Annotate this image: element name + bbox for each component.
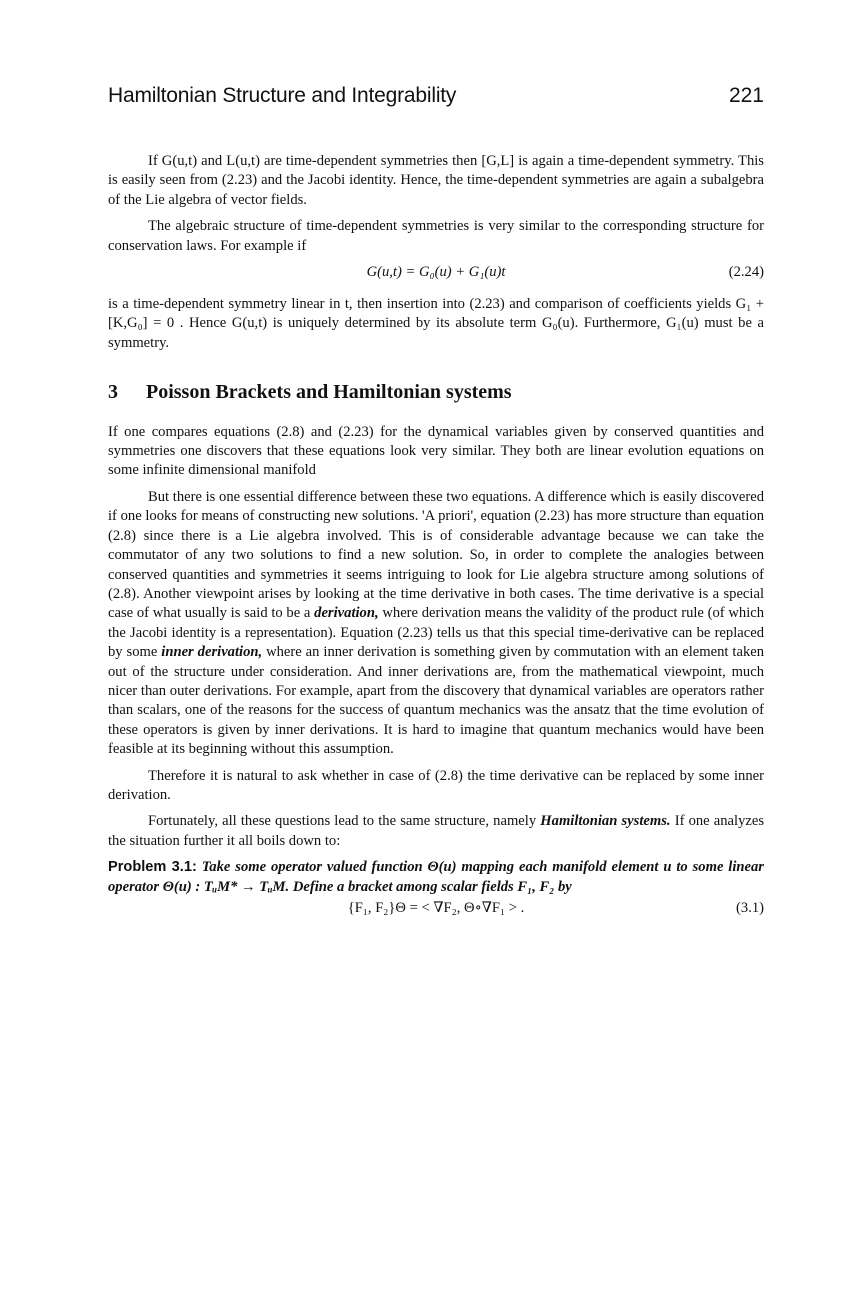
equation-3-1 [108, 899, 764, 921]
section-title: Poisson Brackets and Hamiltonian systems [146, 381, 512, 404]
paragraph-1: If G(u,t) and L(u,t) are time-dependent symmetries then [G,L] is again a time-dependent symmetry. This is easily seen from (2.23) and the Jacobi identity. Hence, the time-dependent symmetries are again a subalgebra of the Lie algebra of vector fields. [108, 153, 764, 208]
term-hamiltonian-systems: Hamiltonian systems. [540, 813, 671, 830]
paragraph-7 [108, 812, 764, 851]
paragraph-2: The algebraic structure of time-dependent symmetries is very similar to the corresponding structure for conservation laws. For example if [108, 218, 764, 254]
paragraph-7-part-b: If one analyzes the situation further it all boils down to: [108, 813, 765, 849]
running-title: Hamiltonian Structure and Integrability [108, 84, 457, 107]
paragraph-6: Therefore it is natural to ask whether in case of (2.8) the time derivative can be replaced by some inner derivation. [108, 767, 764, 803]
running-header [108, 84, 764, 124]
paragraph-7-part-a: Fortunately, all these questions lead to the same structure, namely [148, 813, 537, 830]
paragraph-5-part-a: But there is one essential difference between these two equations. A difference which is easily discovered if one looks for means of constructing new solutions. 'A priori', equation (2.23) has more structure than equation (2.8) since there is a Lie algebra involved. This is of considerable advantage because we can take the commutator of any two solutions to find a new solution. So, in order to complete the analogies between conserved quantities and symmetries it seems intriguing to look for Lie algebra structure among solutions of (2.8). Another viewpoint arises by looking at the time derivative in both cases. The time derivative is a special case of what usually is said to be a [108, 488, 764, 622]
paragraph-5 [108, 488, 764, 760]
equation-3-1-expression: {F₁, F₂}Θ = < ∇F₂, Θ∘∇F₁ > . [347, 900, 525, 916]
section-number: 3 [108, 381, 118, 404]
section-heading [108, 383, 764, 402]
page-body [108, 152, 764, 931]
paragraph-5-part-c: where an inner derivation is something given by commutation with an element taken out of the structure under consideration. And inner derivations are, from the mathematical viewpoint, much nicer than outer derivations. For example, apart from the discovery that dynamical variables are operators rather than scalars, one of the reasons for the success of quantum mechanics was the ansatz that the time evolution of these operators is given by inner derivations. It is hard to imagine that quantum mechanics would have been feasible at its beginning without this assumption. [108, 644, 765, 758]
paragraph-3: is a time-dependent symmetry linear in t, then insertion into (2.23) and comparison of coefficients yields G₁ + [K,G₀] = 0 . Hence G(u,t) is uniquely determined by its absolute term G₀(u). Furthermore, G₁(u) must be a symmetry. [108, 296, 764, 351]
problem-label: Problem 3.1: [108, 859, 197, 876]
equation-3-1-number: (3.1) [736, 900, 764, 916]
equation-2-24-number: (2.24) [728, 264, 764, 281]
equation-2-24-expression: G(u,t) = G₀(u) + G₁(u)t [366, 264, 506, 281]
term-inner-derivation: inner derivation, [161, 644, 263, 661]
page-number: 221 [728, 84, 764, 107]
problem-3-1 [108, 858, 764, 897]
equation-2-24 [108, 263, 764, 285]
problem-text: Take some operator valued function Θ(u) mapping each manifold element u to some linear operator Θ(u) : TᵤM* → TᵤM. Define a bracket among scalar fields F₁, F₂ by [108, 859, 764, 895]
paragraph-4: If one compares equations (2.8) and (2.23) for the dynamical variables given by conserved quantities and symmetries one discovers that these equations look very similar. They both are linear evolution equations on some infinite dimensional manifold [108, 423, 764, 479]
term-derivation: derivation, [314, 605, 379, 622]
paragraph-5-part-b: where derivation means the validity of the product rule (of which the Jacobi identity is a representation). Equation (2.23) tells us that this special time-derivative can be replaced by some [108, 605, 765, 661]
